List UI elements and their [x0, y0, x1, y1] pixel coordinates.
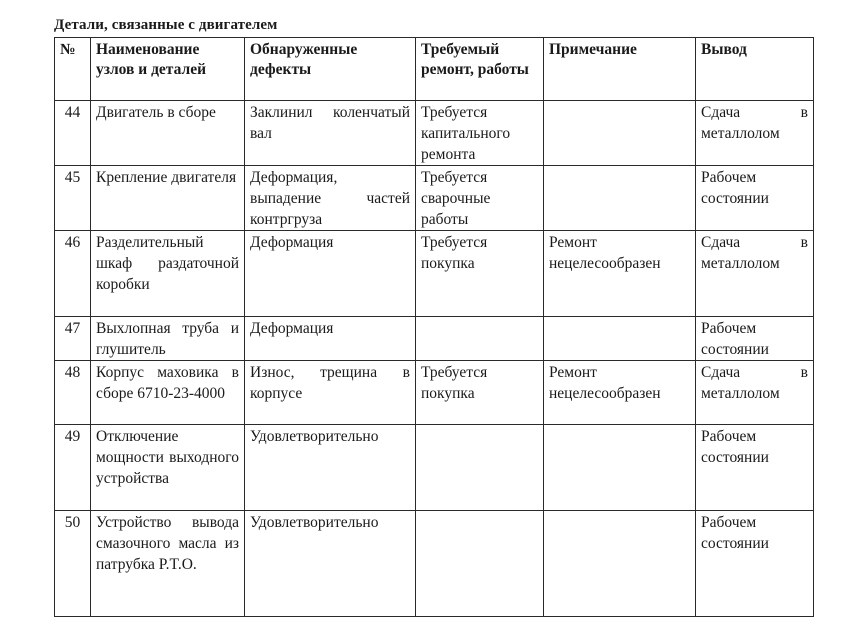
header-note: Примечание	[544, 38, 696, 101]
row-note	[544, 317, 696, 361]
table-row	[55, 425, 814, 511]
row-repair	[416, 511, 544, 617]
table-row	[55, 101, 814, 166]
row-defects: Деформация, выпадение частей контргруза	[245, 166, 416, 231]
header-repair: Требуемый ремонт, работы	[416, 38, 544, 101]
row-conclusion: Сдача в металлолом	[696, 231, 814, 317]
header-conclusion: Вывод	[696, 38, 814, 101]
row-name: Крепление двигателя	[91, 166, 245, 231]
defects-table	[54, 37, 814, 617]
row-repair: Требуется капитального ремонта	[416, 101, 544, 166]
row-note	[544, 511, 696, 617]
row-num: 44	[55, 101, 91, 166]
header-num: №	[55, 38, 91, 101]
row-num: 49	[55, 425, 91, 511]
table-row	[55, 231, 814, 317]
row-conclusion: Рабочем состоянии	[696, 511, 814, 617]
row-defects: Удовлетворительно	[245, 425, 416, 511]
row-name: Корпус маховика в сборе 6710-23-4000	[91, 361, 245, 425]
row-name: Разделительный шкаф раздаточной коробки	[91, 231, 245, 317]
row-name: Двигатель в сборе	[91, 101, 245, 166]
row-note: Ремонт нецелесообразен	[544, 361, 696, 425]
row-num: 45	[55, 166, 91, 231]
row-num: 47	[55, 317, 91, 361]
header-defects: Обнаруженные дефекты	[245, 38, 416, 101]
row-note: Ремонт нецелесообразен	[544, 231, 696, 317]
row-repair: Требуется покупка	[416, 231, 544, 317]
row-defects: Деформация	[245, 317, 416, 361]
row-name: Устройство вывода смазочного масла из патрубка P.T.O.	[91, 511, 245, 617]
row-repair	[416, 425, 544, 511]
row-name: Выхлопная труба и глушитель	[91, 317, 245, 361]
row-name: Отключение мощности выходного устройства	[91, 425, 245, 511]
row-note	[544, 101, 696, 166]
table-row	[55, 166, 814, 231]
row-note	[544, 425, 696, 511]
row-conclusion: Сдача в металлолом	[696, 361, 814, 425]
row-num: 48	[55, 361, 91, 425]
row-defects: Деформация	[245, 231, 416, 317]
table-row	[55, 317, 814, 361]
table-row	[55, 361, 814, 425]
header-name: Наименование узлов и деталей	[91, 38, 245, 101]
row-conclusion: Рабочем состоянии	[696, 166, 814, 231]
row-repair: Требуется сварочные работы	[416, 166, 544, 231]
row-note	[544, 166, 696, 231]
page-title: Детали, связанные с двигателем	[54, 17, 278, 33]
row-conclusion: Рабочем состоянии	[696, 317, 814, 361]
row-defects: Заклинил коленчатый вал	[245, 101, 416, 166]
row-repair	[416, 317, 544, 361]
row-defects: Удовлетворительно	[245, 511, 416, 617]
row-conclusion: Сдача в металлолом	[696, 101, 814, 166]
table-row	[55, 511, 814, 617]
table-header-row	[55, 38, 814, 101]
row-num: 46	[55, 231, 91, 317]
row-repair: Требуется покупка	[416, 361, 544, 425]
row-defects: Износ, трещина в корпусе	[245, 361, 416, 425]
row-conclusion: Рабочем состоянии	[696, 425, 814, 511]
row-num: 50	[55, 511, 91, 617]
